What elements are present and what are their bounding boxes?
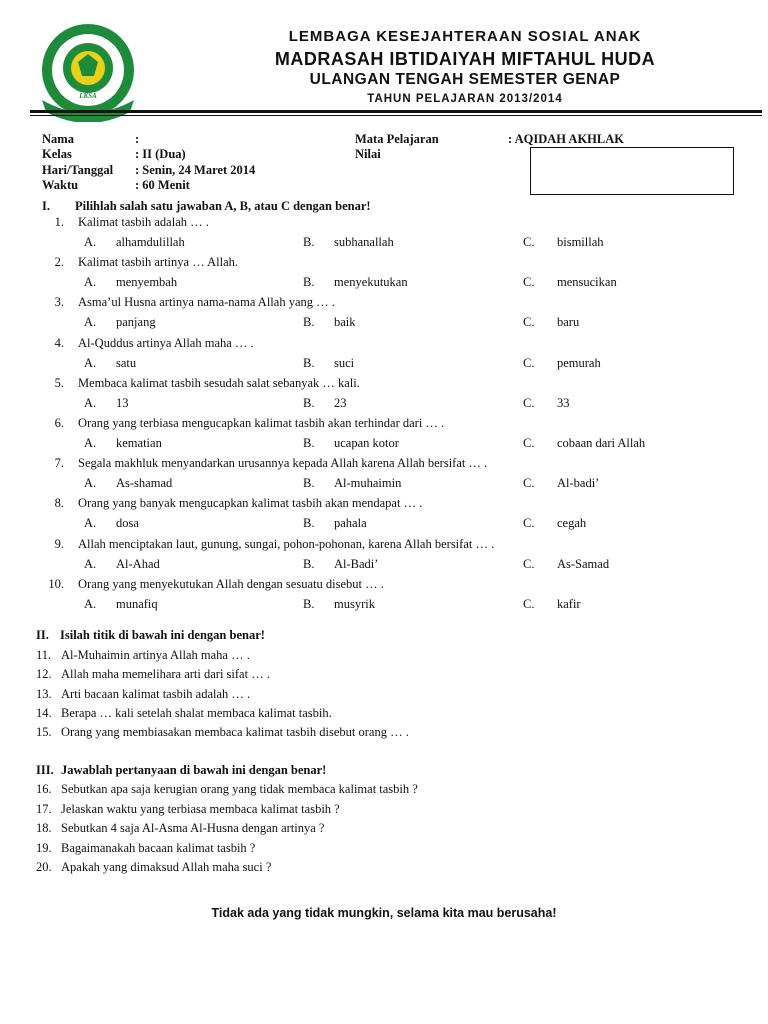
waktu-label: Waktu [42, 178, 79, 192]
option-b-text: ucapan kotor [334, 436, 399, 450]
option-a-text: 13 [116, 395, 129, 410]
section-2-title: Isilah titik di bawah ini dengan benar! [60, 628, 265, 642]
kelas-label: Kelas [42, 147, 72, 161]
nilai-box [530, 147, 734, 195]
question-text: Allah maha memelihara arti dari sifat … . [61, 667, 270, 682]
option-c-label: C. [523, 556, 535, 571]
option-a-label: A. [84, 596, 97, 611]
motto: Tidak ada yang tidak mungkin, selama kita mau berusaha! [211, 906, 557, 920]
option-b-label: B. [303, 476, 315, 491]
section-2-number: II. [36, 628, 49, 642]
option-a-text: Al-Ahad [116, 556, 160, 571]
option-b-label: B. [303, 275, 315, 290]
option-a-text: munafiq [116, 596, 158, 611]
question-number: 7. [54, 456, 64, 471]
option-c-text: cobaan dari Allah [557, 436, 646, 450]
waktu-value: : 60 Menit [135, 178, 190, 192]
school-name: MADRASAH IBTIDAIYAH MIFTAHUL HUDA [274, 49, 656, 69]
school-logo [36, 22, 140, 122]
question-text: Berapa … kali setelah shalat membaca kalimat tasbih. [61, 705, 332, 720]
option-a-label: A. [84, 476, 97, 491]
question-number: 9. [54, 536, 64, 551]
option-b-label: B. [303, 596, 315, 611]
question-text: Allah menciptakan laut, gunung, sungai, pohon-pohonan, karena Allah bersifat … . [78, 536, 495, 551]
option-c-text: cegah [557, 516, 587, 531]
question-text: Orang yang terbiasa mengucapkan kalimat tasbih akan terhindar dari … . [78, 416, 445, 430]
option-c-label: C. [523, 596, 535, 611]
mapel-label: Mata Pelajaran [355, 132, 439, 146]
header-divider-thin [30, 115, 762, 116]
option-b-text: Al-muhaimin [334, 476, 402, 491]
option-a-text: satu [116, 355, 137, 370]
option-c-text: 33 [557, 395, 570, 410]
question-number: 19. [36, 840, 52, 855]
question-number: 18. [36, 821, 52, 835]
option-a-label: A. [84, 315, 97, 330]
question-text: Segala makhluk menyandarkan urusannya kepada Allah karena Allah bersifat … . [78, 456, 488, 471]
question-number: 20. [36, 860, 52, 874]
question-text: Al-Muhaimin artinya Allah maha … . [61, 648, 250, 662]
academic-year: TAHUN PELAJARAN 2013/2014 [367, 93, 563, 105]
question-number: 5. [54, 375, 64, 390]
question-number: 12. [36, 667, 52, 682]
option-c-text: As-Samad [557, 556, 610, 571]
option-c-label: C. [523, 476, 535, 491]
question-text: Arti bacaan kalimat tasbih adalah … . [61, 686, 251, 701]
question-text: Kalimat tasbih adalah … . [78, 215, 209, 229]
option-c-label: C. [523, 315, 535, 330]
section-3-title: Jawablah pertanyaan di bawah ini dengan benar! [61, 763, 327, 777]
question-text: Asma’ul Husna artinya nama-nama Allah yang … . [78, 295, 335, 310]
option-a-label: A. [84, 355, 97, 370]
option-b-text: suci [334, 355, 355, 370]
question-text: Al-Quddus artinya Allah maha … . [78, 335, 254, 350]
option-b-text: subhanallah [334, 235, 394, 249]
option-a-text: menyembah [116, 275, 178, 290]
question-number: 17. [36, 801, 52, 816]
option-c-label: C. [523, 395, 535, 410]
option-a-label: A. [84, 556, 97, 571]
question-number: 4. [54, 335, 64, 350]
question-text: Membaca kalimat tasbih sesudah salat sebanyak … kali. [78, 375, 360, 390]
option-a-text: kematian [116, 436, 162, 450]
question-text: Apakah yang dimaksud Allah maha suci ? [61, 860, 272, 874]
question-text: Kalimat tasbih artinya … Allah. [78, 255, 239, 270]
option-c-text: Al-badi’ [557, 476, 600, 491]
question-number: 3. [54, 295, 64, 310]
nama-label: Nama [42, 132, 74, 146]
option-a-text: dosa [116, 516, 139, 531]
option-c-text: kafir [557, 596, 581, 611]
question-number: 13. [36, 686, 52, 701]
option-c-label: C. [523, 235, 535, 249]
option-b-text: Al-Badi’ [334, 556, 379, 571]
option-c-text: baru [557, 315, 580, 330]
option-c-label: C. [523, 436, 535, 450]
section-1-title: Pilihlah salah satu jawaban A, B, atau C dengan benar! [75, 199, 371, 213]
tanggal-value: : Senin, 24 Maret 2014 [135, 163, 256, 177]
option-a-text: As-shamad [116, 476, 173, 491]
question-number: 15. [36, 725, 52, 740]
question-text: Orang yang membiasakan membaca kalimat tasbih disebut orang … . [61, 725, 409, 740]
question-number: 10. [48, 576, 64, 591]
option-b-text: 23 [334, 395, 347, 410]
option-b-text: menyekutukan [334, 275, 408, 290]
option-a-text: panjang [116, 315, 156, 330]
option-b-text: pahala [334, 516, 367, 531]
option-b-text: baik [334, 315, 356, 330]
institution-name: LEMBAGA KESEJAHTERAAN SOSIAL ANAK [288, 28, 642, 45]
question-number: 2. [54, 255, 64, 270]
option-b-label: B. [303, 436, 315, 450]
question-text: Orang yang banyak mengucapkan kalimat tasbih akan mendapat … . [78, 496, 423, 511]
option-c-text: pemurah [557, 355, 601, 370]
option-c-text: mensucikan [557, 275, 617, 290]
question-number: 14. [36, 705, 52, 720]
option-c-text: bismillah [557, 235, 604, 249]
option-a-label: A. [84, 436, 97, 450]
nilai-label: Nilai [355, 147, 381, 161]
option-c-label: C. [523, 355, 535, 370]
option-a-label: A. [84, 516, 97, 531]
svg-text:LKSA: LKSA [79, 92, 97, 100]
option-c-label: C. [523, 516, 535, 531]
header-divider [30, 110, 762, 113]
nama-value: : [135, 132, 140, 146]
option-a-label: A. [84, 275, 97, 290]
question-text: Orang yang menyekutukan Allah dengan sesuatu disebut … . [78, 576, 384, 591]
question-number: 11. [36, 648, 52, 662]
question-text: Jelaskan waktu yang terbiasa membaca kalimat tasbih ? [61, 801, 340, 816]
question-number: 1. [54, 215, 64, 229]
section-1-number: I. [42, 199, 50, 213]
option-b-text: musyrik [334, 596, 375, 611]
question-text: Sebutkan 4 saja Al-Asma Al-Husna dengan artinya ? [61, 821, 325, 835]
option-b-label: B. [303, 235, 315, 249]
option-b-label: B. [303, 556, 315, 571]
option-b-label: B. [303, 355, 315, 370]
option-a-label: A. [84, 235, 97, 249]
option-c-label: C. [523, 275, 535, 290]
section-3-number: III. [36, 763, 54, 777]
question-number: 16. [36, 782, 52, 796]
option-a-label: A. [84, 395, 97, 410]
option-b-label: B. [303, 516, 315, 531]
exam-title: ULANGAN TENGAH SEMESTER GENAP [309, 71, 621, 88]
kelas-value: : II (Dua) [135, 147, 186, 161]
question-number: 8. [54, 496, 64, 511]
question-text: Bagaimanakah bacaan kalimat tasbih ? [61, 840, 256, 855]
option-b-label: B. [303, 315, 315, 330]
question-number: 6. [54, 416, 64, 430]
question-text: Sebutkan apa saja kerugian orang yang tidak membaca kalimat tasbih ? [61, 782, 418, 796]
option-b-label: B. [303, 395, 315, 410]
option-a-text: alhamdulillah [116, 235, 185, 249]
tanggal-label: Hari/Tanggal [42, 163, 114, 177]
mapel-value: : AQIDAH AKHLAK [508, 132, 624, 146]
